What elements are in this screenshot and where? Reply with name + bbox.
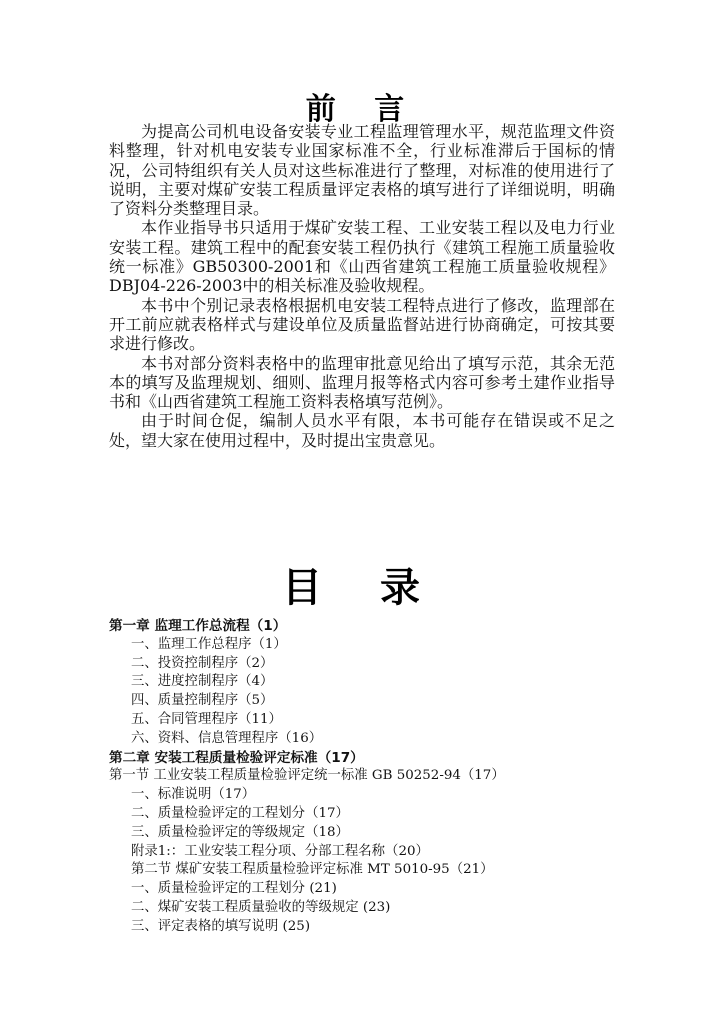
toc-item-line[interactable]: 三、进度控制程序（4） xyxy=(131,674,274,690)
toc-item-line[interactable]: 一、标准说明（17） xyxy=(131,787,256,803)
toc-item-line[interactable]: 第二节 煤矿安装工程质量检验评定标准 MT 5010-95（21） xyxy=(131,862,494,878)
preface-paragraph: 为提高公司机电设备安装专业工程监理管理水平，规范监理文件资料整理，针对机电安装专业国家标准不全，行业标准滞后于国标的情况，公司特组织有关人员对这些标准进行了整理，对标准的使用进行了说明，主要对煤矿安装工程质量评定表格的填写进行了详细说明，明确了资料分类整理目录。 xyxy=(109,122,615,219)
toc-item-line[interactable]: 二、质量检验评定的工程划分（17） xyxy=(131,805,349,821)
toc-item-line[interactable]: 三、评定表格的填写说明 (25) xyxy=(131,918,311,934)
toc-section-line[interactable]: 第一节 工业安装工程质量检验评定统一标准 GB 50252-94（17） xyxy=(109,768,505,784)
toc-chapter-line[interactable]: 第二章 安装工程质量检验评定标准（17） xyxy=(109,749,364,766)
preface-title: 前 言 xyxy=(305,92,419,127)
toc-item-line[interactable]: 三、质量检验评定的等级规定（18） xyxy=(131,824,349,840)
toc-item-line[interactable]: 五、合同管理程序（11） xyxy=(131,711,282,727)
toc-item-line[interactable]: 一、监理工作总程序（1） xyxy=(131,636,287,652)
toc-item-line[interactable]: 四、质量控制程序（5） xyxy=(131,693,274,709)
toc-title: 目 录 xyxy=(282,565,442,611)
preface-paragraph: 本作业指导书只适用于煤矿安装工程、工业安装工程以及电力行业安装工程。建筑工程中的配套安装工程仍执行《建筑工程施工质量验收统一标准》GB50300-2001和《山西省建筑工程施工质量验收规程》DBJ04-226-2003中的相关标准及验收规程。 xyxy=(109,218,615,296)
toc-item-line[interactable]: 附录1:：工业安装工程分项、分部工程名称（20） xyxy=(131,843,429,859)
preface-paragraph: 本书中个别记录表格根据机电安装工程特点进行了修改，监理部在开工前应就表格样式与建设单位及质量监督站进行协商确定，可按其要求进行修改。 xyxy=(109,295,615,354)
toc-chapter-line[interactable]: 第一章 监理工作总流程（1） xyxy=(109,618,287,634)
toc-item-line[interactable]: 二、煤矿安装工程质量验收的等级规定 (23) xyxy=(131,899,391,915)
preface-body xyxy=(109,122,615,450)
toc-item-line[interactable]: 一、质量检验评定的工程划分 (21) xyxy=(131,881,337,897)
toc-item-line[interactable]: 六、资料、信息管理程序（16） xyxy=(131,730,323,746)
table-of-contents xyxy=(109,617,629,937)
preface-paragraph: 由于时间仓促，编制人员水平有限，本书可能存在错误或不足之处，望大家在使用过程中，及时提出宝贵意见。 xyxy=(109,411,615,450)
toc-item-line[interactable]: 二、投资控制程序（2） xyxy=(131,655,274,671)
preface-paragraph: 本书对部分资料表格中的监理审批意见给出了填写示范，其余无范本的填写及监理规划、细则、监理月报等格式内容可参考土建作业指导书和《山西省建筑工程施工资料表格填写范例》。 xyxy=(109,353,615,412)
